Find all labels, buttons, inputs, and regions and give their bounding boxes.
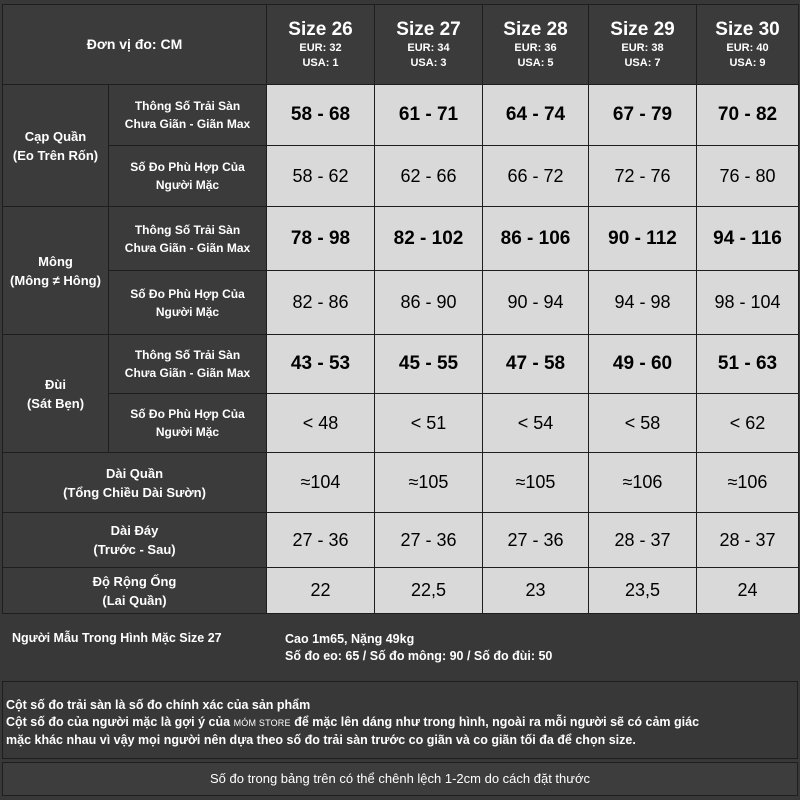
waist-fit-row: [3, 146, 799, 207]
row-label-line1: Dài Đáy: [110, 523, 159, 538]
flat-label-cell: [109, 207, 267, 271]
thigh-flat-row: [3, 335, 799, 394]
row-label-line2: (Tổng Chiều Dài Sườn): [63, 484, 206, 500]
flat-label-cell: [109, 85, 267, 146]
length-label-cell: [3, 453, 267, 513]
model-info: [0, 615, 800, 678]
flat-label-line2: Chưa Giãn - Giãn Max: [124, 117, 251, 131]
value-cell: 61 - 71: [375, 85, 483, 146]
fit-label-cell: [109, 394, 267, 453]
value-cell: 58 - 62: [267, 146, 375, 207]
note-line-2: [6, 714, 797, 732]
value-cell: 27 - 36: [375, 513, 483, 568]
size-29-header: [589, 5, 697, 85]
rise-label-cell: [3, 513, 267, 568]
size-table: [2, 4, 799, 614]
size-28-header: [483, 5, 589, 85]
value-cell: 58 - 68: [267, 85, 375, 146]
value-cell: 64 - 74: [483, 85, 589, 146]
size-eur: EUR: 36: [514, 41, 557, 54]
size-27-header: [375, 5, 483, 85]
thigh-group-cell: [3, 335, 109, 453]
size-eur: EUR: 32: [299, 41, 342, 54]
leg-opening-row: [3, 568, 799, 614]
group-note: (Mông ≠ Hông): [10, 272, 101, 288]
flat-label-line1: Thông Số Trải Sàn: [134, 348, 241, 362]
size-name: Size 30: [715, 18, 780, 40]
group-name: Mông: [38, 253, 73, 269]
length-row: [3, 453, 799, 513]
value-cell: 98 - 104: [697, 271, 799, 335]
footer-note: Số đo trong bảng trên có thể chênh lệch 1-2cm do cách đặt thước: [2, 762, 798, 796]
value-cell: 86 - 106: [483, 207, 589, 271]
notes-box: [2, 681, 798, 759]
value-cell: 86 - 90: [375, 271, 483, 335]
group-note: (Sát Bẹn): [26, 395, 85, 411]
fit-label-line2: Người Mặc: [155, 304, 220, 319]
size-usa: USA: 1: [302, 56, 339, 69]
value-cell: 24: [697, 568, 799, 614]
value-cell: < 51: [375, 394, 483, 453]
value-cell: 90 - 112: [589, 207, 697, 271]
value-cell: 78 - 98: [267, 207, 375, 271]
value-cell: 28 - 37: [697, 513, 799, 568]
value-cell: 72 - 76: [589, 146, 697, 207]
thigh-fit-row: [3, 394, 799, 453]
size-eur: EUR: 40: [726, 41, 769, 54]
note-line-3: mặc khác nhau vì vậy mọi người nên dựa theo số đo trải sàn trước co giãn và co giãn tối đa để chọn size.: [6, 733, 636, 747]
unit-cell: [3, 5, 267, 85]
hip-fit-row: [3, 271, 799, 335]
value-cell: 43 - 53: [267, 335, 375, 394]
store-watermark: MÓM STORE: [233, 718, 291, 728]
value-cell: 62 - 66: [375, 146, 483, 207]
value-cell: ≈106: [589, 453, 697, 513]
size-eur: EUR: 34: [407, 41, 450, 54]
value-cell: 94 - 98: [589, 271, 697, 335]
fit-label-line2: Người Mặc: [155, 425, 220, 439]
value-cell: 66 - 72: [483, 146, 589, 207]
waist-flat-row: [3, 85, 799, 146]
size-name: Size 28: [503, 18, 568, 40]
value-cell: ≈105: [483, 453, 589, 513]
value-cell: ≈105: [375, 453, 483, 513]
row-label-line1: Dài Quần: [105, 465, 164, 481]
value-cell: 27 - 36: [267, 513, 375, 568]
hip-flat-row: [3, 207, 799, 271]
value-cell: 82 - 86: [267, 271, 375, 335]
size-eur: EUR: 38: [621, 41, 664, 54]
fit-label-line1: Số Đo Phù Hợp Của: [130, 407, 245, 421]
value-cell: 90 - 94: [483, 271, 589, 335]
value-cell: 82 - 102: [375, 207, 483, 271]
flat-label-line1: Thông Số Trải Sàn: [134, 222, 241, 237]
size-30-header: [697, 5, 799, 85]
size-usa: USA: 3: [410, 56, 447, 69]
leg-label-cell: [3, 568, 267, 614]
value-cell: 76 - 80: [697, 146, 799, 207]
value-cell: 94 - 116: [697, 207, 799, 271]
fit-label-line1: Số Đo Phù Hợp Của: [130, 160, 245, 174]
size-name: Size 27: [396, 18, 461, 40]
value-cell: < 62: [697, 394, 799, 453]
value-cell: 23: [483, 568, 589, 614]
rise-row: [3, 513, 799, 568]
size-name: Size 26: [288, 18, 353, 40]
row-label-line1: Độ Rộng Ống: [92, 573, 177, 589]
value-cell: 47 - 58: [483, 335, 589, 394]
size-26-header: [267, 5, 375, 85]
flat-label-line2: Chưa Giãn - Giãn Max: [124, 366, 251, 380]
value-cell: 23,5: [589, 568, 697, 614]
fit-label-line1: Số Đo Phù Hợp Của: [130, 286, 245, 301]
fit-label-cell: [109, 146, 267, 207]
value-cell: 45 - 55: [375, 335, 483, 394]
value-cell: ≈104: [267, 453, 375, 513]
note-line-2-end: để mặc lên dáng như trong hình, ngoài ra mỗi người sẽ có cảm giác: [294, 715, 700, 729]
header-row: [3, 5, 799, 85]
value-cell: 70 - 82: [697, 85, 799, 146]
flat-label-line2: Chưa Giãn - Giãn Max: [124, 240, 251, 255]
value-cell: < 48: [267, 394, 375, 453]
model-height-weight: Cao 1m65, Nặng 49kg: [285, 632, 415, 646]
value-cell: 22,5: [375, 568, 483, 614]
flat-label-cell: [109, 335, 267, 394]
hip-group-cell: [3, 207, 109, 335]
note-line-2-start: Cột số đo của người mặc là gợi ý của: [6, 715, 231, 729]
note-line-1: Cột số đo trải sàn là số đo chính xác của sản phẩm: [6, 698, 311, 712]
size-usa: USA: 5: [517, 56, 554, 69]
size-usa: USA: 9: [729, 56, 766, 69]
group-name: Cạp Quần: [24, 128, 87, 144]
value-cell: 28 - 37: [589, 513, 697, 568]
value-cell: ≈106: [697, 453, 799, 513]
fit-label-cell: [109, 271, 267, 335]
value-cell: < 58: [589, 394, 697, 453]
model-size-text: Người Mẫu Trong Hình Mặc Size 27: [12, 631, 222, 645]
size-usa: USA: 7: [624, 56, 661, 69]
waist-group-cell: [3, 85, 109, 207]
group-name: Đùi: [45, 376, 66, 392]
model-body-info: [285, 631, 552, 665]
value-cell: 27 - 36: [483, 513, 589, 568]
value-cell: < 54: [483, 394, 589, 453]
model-measurements: Số đo eo: 65 / Số đo mông: 90 / Số đo đùi: 50: [285, 649, 553, 663]
row-label-line2: (Trước - Sau): [93, 542, 176, 557]
value-cell: 22: [267, 568, 375, 614]
value-cell: 49 - 60: [589, 335, 697, 394]
row-label-line2: (Lai Quần): [102, 592, 167, 608]
unit-label: Đơn vị đo: CM: [86, 35, 183, 52]
flat-label-line1: Thông Số Trải Sàn: [134, 99, 241, 113]
value-cell: 67 - 79: [589, 85, 697, 146]
size-name: Size 29: [610, 18, 675, 40]
value-cell: 51 - 63: [697, 335, 799, 394]
fit-label-line2: Người Mặc: [155, 178, 220, 192]
group-note: (Eo Trên Rốn): [12, 147, 99, 163]
